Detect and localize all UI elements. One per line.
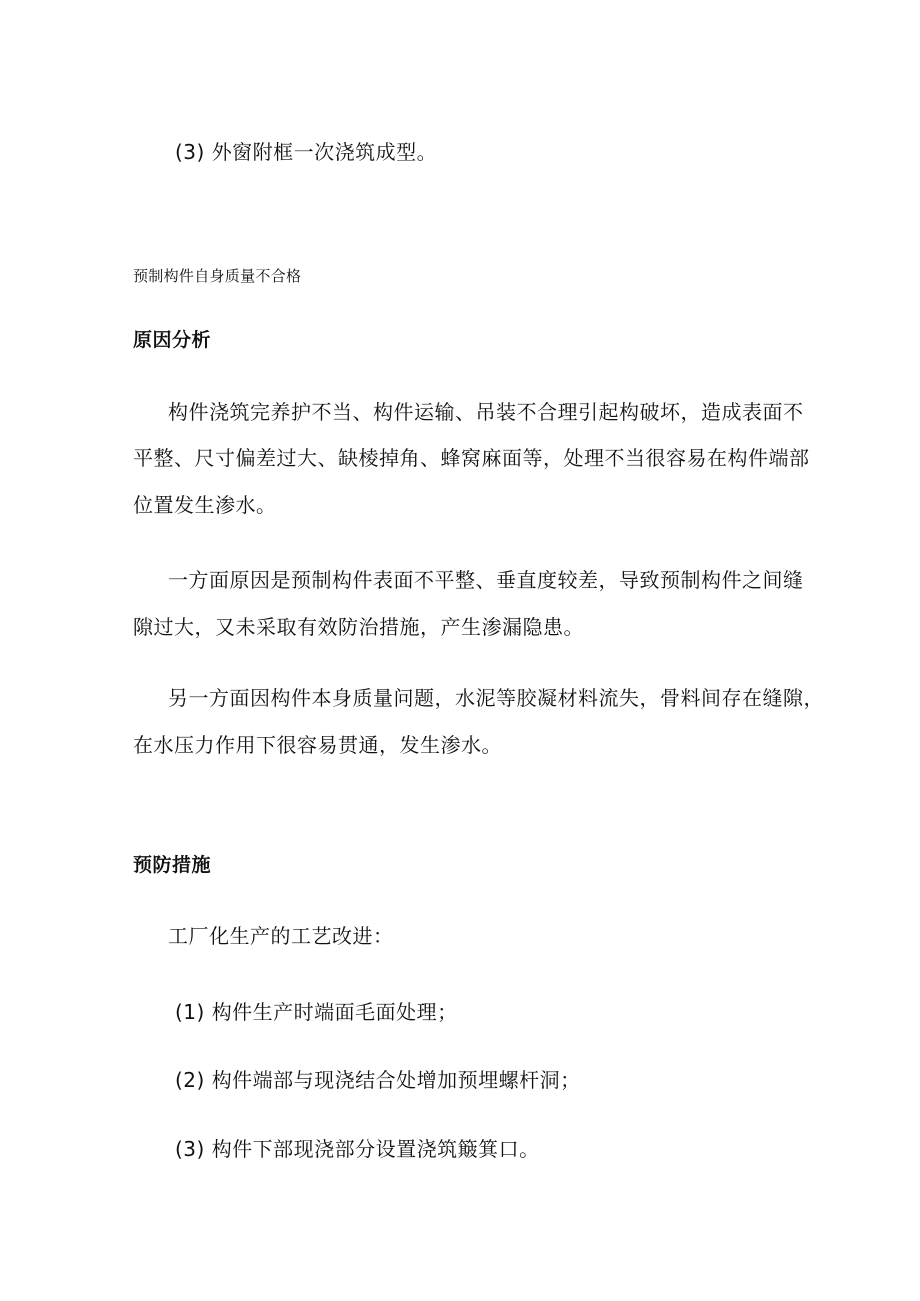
section-title: 预制构件自身质量不合格 bbox=[133, 267, 302, 285]
cause-paragraph-3-line-1: 另一方面因构件本身质量问题，水泥等胶凝材料流失，骨料间存在缝隙， bbox=[168, 686, 824, 710]
intro-list-item: (3) 外窗附框一次浇筑成型。 bbox=[175, 140, 438, 164]
prevention-item-1: (1) 构件生产时端面毛面处理； bbox=[175, 1000, 458, 1024]
prevention-heading: 预防措施 bbox=[133, 854, 212, 876]
cause-paragraph-1-line-3: 位置发生渗水。 bbox=[133, 493, 277, 517]
cause-paragraph-1-line-2: 平整、尺寸偏差过大、缺棱掉角、蜂窝麻面等，处理不当很容易在构件端部 bbox=[133, 446, 810, 470]
cause-heading: 原因分析 bbox=[133, 329, 212, 351]
prevention-intro: 工厂化生产的工艺改进： bbox=[168, 924, 394, 948]
cause-paragraph-2-line-1: 一方面原因是预制构件表面不平整、垂直度较差，导致预制构件之间缝 bbox=[168, 568, 804, 592]
prevention-item-3: (3) 构件下部现浇部分设置浇筑簸箕口。 bbox=[175, 1137, 540, 1161]
cause-paragraph-1-line-1: 构件浇筑完养护不当、构件运输、吊装不合理引起构破坏，造成表面不 bbox=[168, 400, 804, 424]
cause-paragraph-2-line-2: 隙过大，又未采取有效防治措施，产生渗漏隐患。 bbox=[133, 615, 584, 639]
cause-paragraph-3-line-2: 在水压力作用下很容易贯通，发生渗水。 bbox=[133, 733, 502, 757]
prevention-item-2: (2) 构件端部与现浇结合处增加预埋螺杆洞； bbox=[175, 1068, 581, 1092]
